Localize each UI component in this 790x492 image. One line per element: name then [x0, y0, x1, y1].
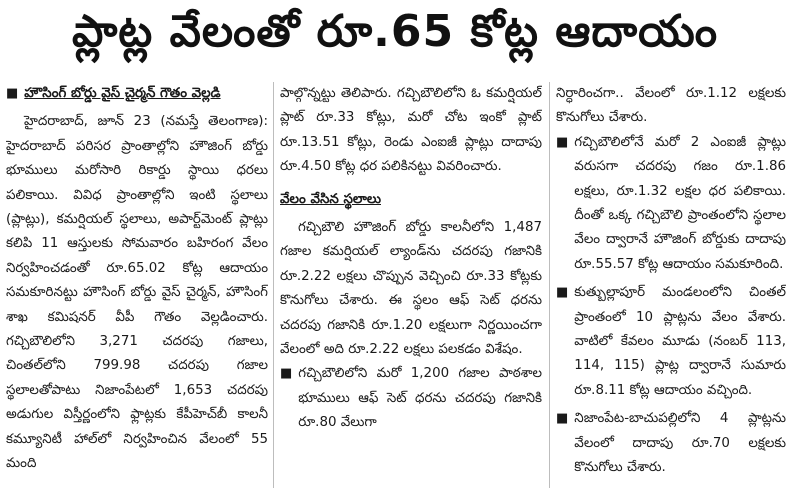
bullet-text: గచ్చిబౌలిలోని మరో 1,200 గజాల పాఠశాల భూములు ఆఫ్ సెట్ ధరను చదరపు గజానికి రూ.80 వేలుగా	[298, 366, 542, 431]
column-divider-2	[549, 82, 550, 488]
article-paragraph: పాల్గొన్నట్టు తెలిపారు. గచ్చిబౌలిలోని ఓ కమర్షియల్ ప్లాట్ రూ.33 కోట్లు, మరో చోట ఇంకో ప్లాట్ రూ.13.51 కోట్లు, రెండు ఎంఐజీ ప్లాట్లు దాదాపు రూ.4.50 కోట్ల ధర పలికినట్టు వివరించారు.	[280, 86, 542, 175]
bullet-item	[556, 131, 786, 277]
bullet-item	[556, 407, 786, 480]
bullet-item	[280, 362, 542, 435]
bullet-icon: ■	[556, 411, 569, 427]
column-2	[280, 82, 542, 490]
bullet-icon: ■	[556, 134, 569, 150]
section-subhead: వేలం వేసిన స్థలాలు	[280, 191, 381, 207]
column-1	[6, 82, 268, 490]
bullet-icon: ■	[6, 86, 19, 101]
column-divider-1	[273, 82, 274, 488]
article-paragraph: హైదరాబాద్, జూన్ 23 (నమస్తే తెలంగాణ): హైదరాబాద్ పరిసర ప్రాంతాల్లోని హౌజింగ్ బోర్డు భూములు మరోసారి రికార్డు స్థాయి ధరలు పలికాయి. వివిధ ప్రాంతాల్లోని ఇంటి స్థలాలు (ప్లాట్లు), కమర్షియల్ స్థలాలు, అపార్ట్‌మెంట్ ప్లాట్లు కలిపి 11 ఆస్తులకు సోమవారం బహిరంగ వేలం నిర్వహించడంతో రూ.65.02 కోట్ల ఆదాయం సమకూరినట్టు హౌసింగ్ బోర్డు వైస్ చైర్మన్, హౌసింగ్ శాఖ కమిషనర్ వీపీ గౌతం వెల్లడించారు. గచ్చిబౌలిలోని 3,271 చదరపు గజాలు, చింతల్‌లోని 799.98 చదరపు గజాల స్థలాలతోపాటు నిజాంపేటలో 1,653 చదరపు అడుగుల విస్తీర్ణంలోని ఫ్లాట్లకు కేపీహెచ్‌బీ కాలనీ కమ్యూనిటీ హాల్‌లో నిర్వహించిన వేలంలో 55 మంది	[6, 114, 268, 472]
lead-line	[6, 82, 268, 106]
headline: ప్లాట్ల వేలంతో రూ.65 కోట్ల ఆదాయం	[71, 6, 719, 57]
lead-subhead: హౌసింగ్ బోర్డు వైస్ చైర్మన్ గౌతం వెల్లడి	[24, 86, 221, 101]
bullet-text: కుత్బుల్లాపూర్ మండలంలోని చింతల్ ప్రాంతంలో 10 ప్లాట్లను వేలం వేశారు. వాటిలో కేవలం మూడు (నంబర్ 113, 114, 115) ప్లాట్ల ద్వారానే సుమారు రూ.8.11 కోట్ల ఆదాయం వచ్చింది.	[574, 285, 786, 398]
bullet-item	[556, 281, 786, 403]
bullet-text: గచ్చిబౌలిలోనే మరో 2 ఎంఐజీ ప్లాట్లు వరుసగా చదరపు గజం రూ.1.86 లక్షలు, రూ.1.32 లక్షల ధర పలికాయి. దీంతో ఒక్క గచ్చిబౌలి ప్రాంతంలోని స్థలాల వేలం ద్వారానే హౌజింగ్ బోర్డుకు దాదాపు రూ.55.57 కోట్ల ఆదాయం సమకూరింది.	[574, 134, 786, 272]
article-paragraph: గచ్చిబౌలి హౌజింగ్ బోర్డు కాలనీలోని 1,487 గజాల కమర్షియల్ ల్యాండ్‌ను చదరపు గజానికి రూ.2.22 లక్షలు చొప్పున వెచ్చించి రూ.33 కోట్లకు కొనుగోలు చేశారు. ఈ స్థలం ఆఫ్ సెట్ ధరను చదరపు గజానికి రూ.1.20 లక్షలుగా నిర్ణయించగా వేలంలో అది రూ.2.22 లక్షలు పలకడం విశేషం.	[280, 220, 542, 358]
article-paragraph: నిర్ధారించగా.. వేలంలో రూ.1.12 లక్షలకు కొనుగోలు చేశారు.	[556, 86, 786, 126]
bullet-icon: ■	[280, 366, 293, 382]
bullet-icon: ■	[556, 285, 569, 301]
bullet-text: నిజాంపేట-బాచుపల్లిలోని 4 ప్లాట్లను వేలంలో దాదాపు రూ.70 లక్షలకు కొనుగోలు చేశారు.	[574, 411, 786, 476]
column-3	[556, 82, 786, 490]
